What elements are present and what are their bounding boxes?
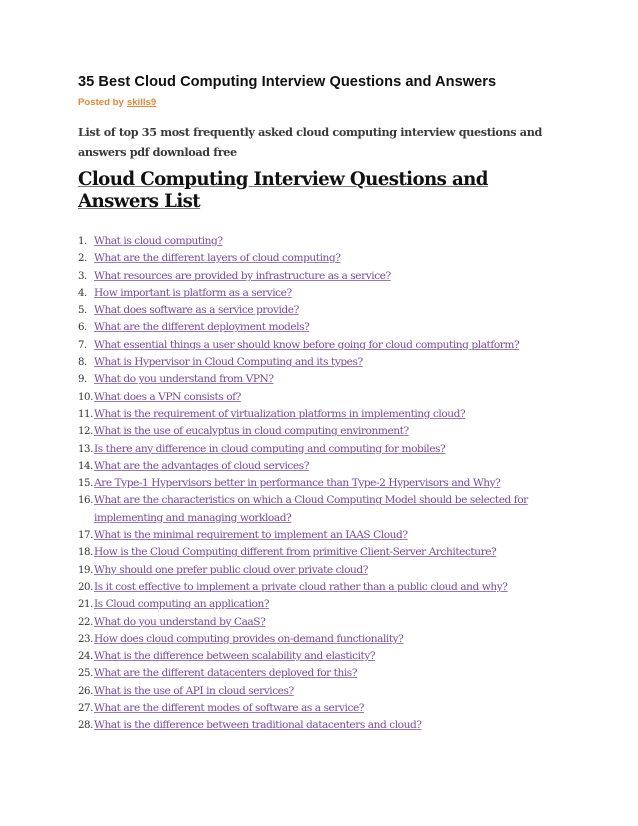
question-item-12 — [78, 423, 578, 440]
intro-text: List of top 35 most frequently asked cloud computing interview questions and answers pdf download free — [78, 125, 542, 159]
question-number: 23. — [78, 633, 93, 645]
author-link[interactable]: skills9 — [126, 97, 157, 108]
question-number: 28. — [78, 720, 93, 732]
byline-prefix: Posted by — [78, 97, 124, 108]
question-item-21 — [78, 596, 578, 613]
question-link[interactable]: What is the minimal requirement to implement an IAAS Cloud? — [94, 529, 408, 542]
question-number: 15. — [78, 478, 93, 490]
question-list — [78, 233, 578, 735]
question-link[interactable]: What is the use of eucalyptus in cloud computing environment? — [94, 425, 409, 438]
question-link[interactable]: What are the different layers of cloud computing? — [94, 252, 341, 265]
question-number: 26. — [78, 685, 93, 697]
question-item-25 — [78, 665, 578, 682]
question-item-15 — [78, 475, 578, 492]
question-item-28 — [78, 717, 578, 734]
question-number: 5. — [78, 305, 87, 317]
question-link[interactable]: What do you understand by CaaS? — [94, 615, 266, 628]
question-link[interactable]: What are the characteristics on which a Cloud Computing Model should be selected for implementing and managing workload? — [94, 494, 528, 524]
question-number: 27. — [78, 703, 93, 715]
question-item-11 — [78, 406, 578, 423]
question-item-14 — [78, 458, 578, 475]
question-number: 10. — [78, 391, 93, 403]
question-link[interactable]: Is there any difference in cloud computing and computing for mobiles? — [94, 442, 446, 455]
question-link[interactable]: What resources are provided by infrastructure as a service? — [94, 269, 391, 282]
question-link[interactable]: What is the difference between scalability and elasticity? — [94, 650, 376, 663]
question-number: 16. — [78, 495, 93, 507]
question-link[interactable]: What is cloud computing? — [94, 235, 223, 247]
question-item-27 — [78, 700, 578, 717]
question-item-18 — [78, 544, 578, 561]
question-number: 1. — [78, 236, 87, 247]
question-item-22 — [78, 614, 578, 631]
question-item-26 — [78, 683, 578, 700]
question-link[interactable]: What does software as a service provide? — [94, 304, 299, 317]
question-item-20 — [78, 579, 578, 596]
question-number: 22. — [78, 616, 93, 628]
question-link[interactable]: What is the difference between traditional datacenters and cloud? — [94, 719, 422, 732]
question-item-19 — [78, 562, 578, 579]
question-link[interactable]: What is the use of API in cloud services? — [94, 684, 294, 697]
question-item-6 — [78, 319, 578, 336]
question-item-9 — [78, 371, 578, 388]
section-heading: Cloud Computing Interview Questions and Answers List — [78, 169, 488, 212]
question-number: 18. — [78, 547, 93, 559]
question-link[interactable]: Is it cost effective to implement a private cloud rather than a public cloud and why? — [94, 580, 508, 593]
question-link[interactable]: What are the different datacenters deployed for this? — [94, 667, 358, 680]
question-number: 17. — [78, 530, 93, 542]
question-number: 6. — [78, 322, 87, 334]
question-link[interactable]: Why should one prefer public cloud over private cloud? — [94, 563, 368, 576]
question-item-3 — [78, 268, 578, 285]
question-number: 14. — [78, 460, 93, 472]
question-item-23 — [78, 631, 578, 648]
question-item-16 — [78, 492, 578, 527]
question-item-17 — [78, 527, 578, 544]
question-number: 2. — [78, 253, 87, 265]
question-number: 19. — [78, 564, 93, 576]
question-number: 12. — [78, 426, 93, 438]
question-link[interactable]: What do you understand from VPN? — [94, 373, 274, 386]
question-link[interactable]: What does a VPN consists of? — [94, 390, 241, 403]
question-link[interactable]: What is the requirement of virtualization platforms in implementing cloud? — [94, 407, 466, 420]
question-item-7 — [78, 337, 578, 354]
question-number: 11. — [78, 408, 93, 420]
question-number: 20. — [78, 581, 93, 593]
question-number: 7. — [78, 339, 87, 351]
question-item-10 — [78, 389, 578, 406]
question-link[interactable]: What essential things a user should know before going for cloud computing platform? — [94, 338, 520, 351]
question-link[interactable]: How is the Cloud Computing different from primitive Client-Server Architecture? — [94, 546, 497, 559]
question-link[interactable]: What are the different deployment models? — [94, 321, 310, 334]
question-number: 24. — [78, 651, 93, 663]
question-item-24 — [78, 648, 578, 665]
question-number: 8. — [78, 357, 87, 369]
article-title: 35 Best Cloud Computing Interview Questions and Answers — [78, 74, 497, 90]
question-link[interactable]: How important is platform as a service? — [94, 286, 292, 299]
question-link[interactable]: How does cloud computing provides on-demand functionality? — [94, 632, 404, 645]
question-number: 9. — [78, 374, 87, 386]
question-item-5 — [78, 302, 578, 319]
byline — [78, 97, 156, 108]
question-link[interactable]: Are Type-1 Hypervisors better in performance than Type-2 Hypervisors and Why? — [94, 477, 501, 490]
question-number: 21. — [78, 599, 93, 611]
question-item-13 — [78, 441, 578, 458]
question-link[interactable]: What are the different modes of software as a service? — [94, 702, 364, 715]
question-item-2 — [78, 250, 578, 267]
question-item-1 — [78, 233, 578, 250]
question-item-4 — [78, 285, 578, 302]
question-number: 4. — [78, 287, 87, 299]
question-link[interactable]: Is Cloud computing an application? — [94, 598, 270, 611]
question-number: 3. — [78, 270, 87, 282]
question-number: 13. — [78, 443, 93, 455]
question-link[interactable]: What are the advantages of cloud services? — [94, 459, 309, 472]
question-item-8 — [78, 354, 578, 371]
question-link[interactable]: What is Hypervisor in Cloud Computing and its types? — [94, 356, 363, 369]
question-number: 25. — [78, 668, 93, 680]
